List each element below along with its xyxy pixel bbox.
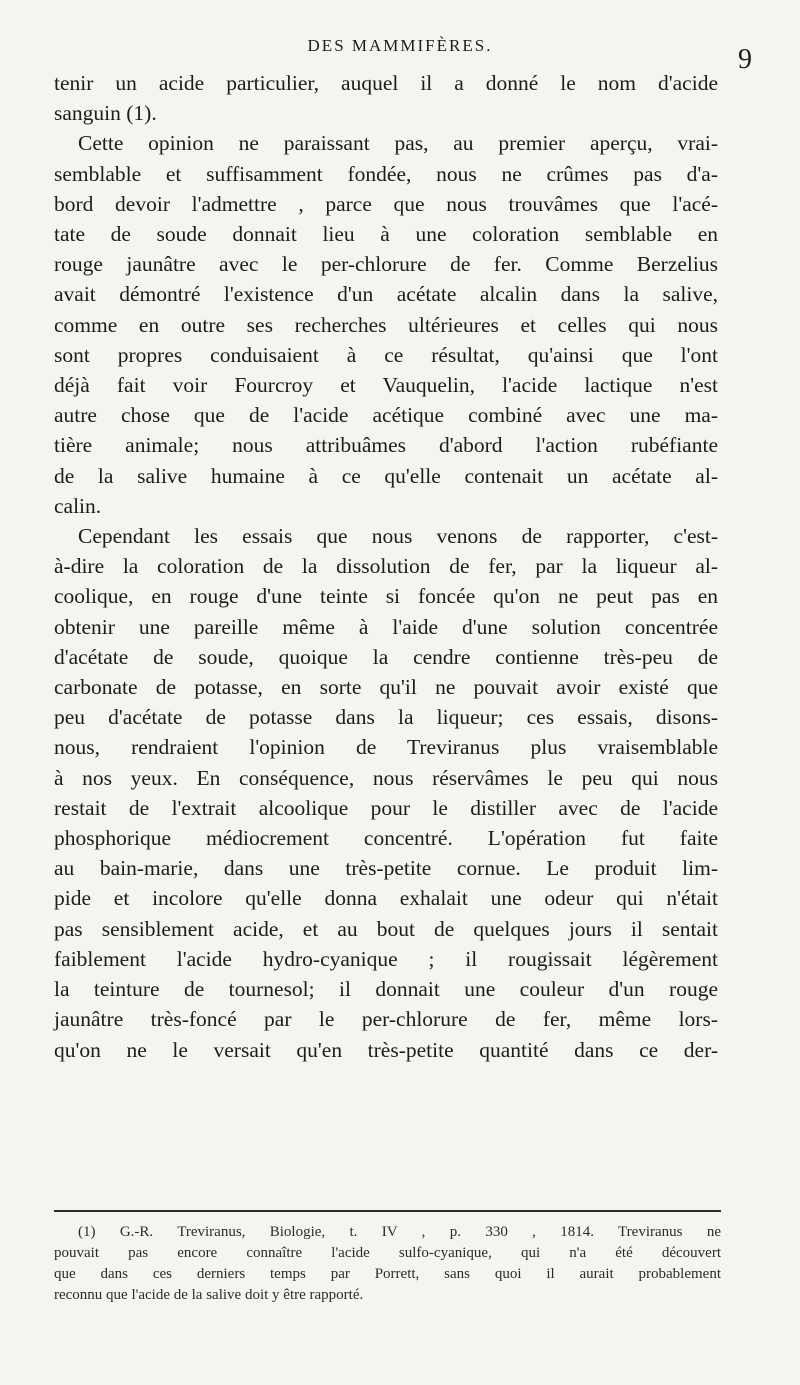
page-number: 9 bbox=[738, 44, 752, 75]
text-line: comme en outre ses recherches ultérieures et celles qui nous bbox=[54, 312, 718, 337]
text-line: à nos yeux. En conséquence, nous réservâmes le peu qui nous bbox=[54, 765, 718, 790]
text-line: jaunâtre très-foncé par le per-chlorure de fer, même lors- bbox=[54, 1007, 718, 1032]
text-line: de la salive humaine à ce qu'elle contenait un acétate al- bbox=[54, 463, 718, 488]
text-line: tière animale; nous attribuâmes d'abord l'action rubéfiante bbox=[54, 433, 718, 458]
text-line: d'acétate de soude, quoique la cendre contienne très-peu de bbox=[54, 644, 718, 669]
text-line: bord devoir l'admettre , parce que nous trouvâmes que l'acé- bbox=[54, 191, 718, 216]
running-head: DES MAMMIFÈRES. bbox=[307, 36, 493, 55]
text-line: peu d'acétate de potasse dans la liqueur; ces essais, disons- bbox=[54, 705, 718, 730]
text-line: sont propres conduisaient à ce résultat, qu'ainsi que l'ont bbox=[54, 342, 718, 367]
footnote-line: que dans ces derniers temps par Porrett, sans quoi il aurait probablement bbox=[54, 1266, 721, 1282]
text-line: carbonate de potasse, en sorte qu'il ne pouvait avoir existé que bbox=[54, 675, 718, 700]
text-line: tenir un acide particulier, auquel il a donné le nom d'acide bbox=[54, 71, 718, 95]
text-line: à-dire la coloration de la dissolution de fer, par la liqueur al- bbox=[54, 554, 718, 579]
text-line: autre chose que de l'acide acétique combiné avec une ma- bbox=[54, 403, 718, 428]
text-line: nous, rendraient l'opinion de Treviranus plus vraisemblable bbox=[54, 735, 718, 760]
text-line: pide et incolore qu'elle donna exhalait une odeur qui n'était bbox=[54, 886, 718, 911]
footnote bbox=[54, 1222, 721, 1306]
text-line: coolique, en rouge d'une teinte si foncée qu'on ne peut pas en bbox=[54, 584, 718, 609]
text-line: calin. bbox=[54, 493, 102, 518]
text-line: qu'on ne le versait qu'en très-petite quantité dans ce der- bbox=[54, 1037, 718, 1062]
footnote-line: (1) G.-R. Treviranus, Biologie, t. IV , p. 330 , 1814. Treviranus ne bbox=[78, 1224, 721, 1240]
body-text bbox=[54, 68, 718, 1065]
text-line: semblable et suffisamment fondée, nous ne crûmes pas d'a- bbox=[54, 161, 718, 186]
text-line: sanguin (1). bbox=[54, 101, 157, 126]
text-line: pas sensiblement acide, et au bout de quelques jours il sentait bbox=[54, 916, 718, 941]
text-line: Cette opinion ne paraissant pas, au premier aperçu, vrai- bbox=[78, 131, 718, 156]
text-line: Cependant les essais que nous venons de rapporter, c'est- bbox=[78, 524, 718, 549]
footnote-line: reconnu que l'acide de la salive doit y être rapporté. bbox=[54, 1287, 364, 1303]
text-line: tate de soude donnait lieu à une coloration semblable en bbox=[54, 222, 718, 247]
text-line: rouge jaunâtre avec le per-chlorure de fer. Comme Berzelius bbox=[54, 252, 718, 277]
text-line: phosphorique médiocrement concentré. L'opération fut faite bbox=[54, 826, 718, 851]
text-line: la teinture de tournesol; il donnait une couleur d'un rouge bbox=[54, 977, 718, 1002]
text-line: avait démontré l'existence d'un acétate alcalin dans la salive, bbox=[54, 282, 718, 307]
text-line: obtenir une pareille même à l'aide d'une solution concentrée bbox=[54, 614, 718, 639]
text-line: restait de l'extrait alcoolique pour le distiller avec de l'acide bbox=[54, 795, 718, 820]
footnote-line: pouvait pas encore connaître l'acide sulfo-cyanique, qui n'a été découvert bbox=[54, 1245, 721, 1261]
text-line: faiblement l'acide hydro-cyanique ; il rougissait légèrement bbox=[54, 946, 718, 971]
text-line: au bain-marie, dans une très-petite cornue. Le produit lim- bbox=[54, 856, 718, 881]
footnote-rule bbox=[54, 1210, 721, 1212]
text-line: déjà fait voir Fourcroy et Vauquelin, l'acide lactique n'est bbox=[54, 373, 718, 398]
